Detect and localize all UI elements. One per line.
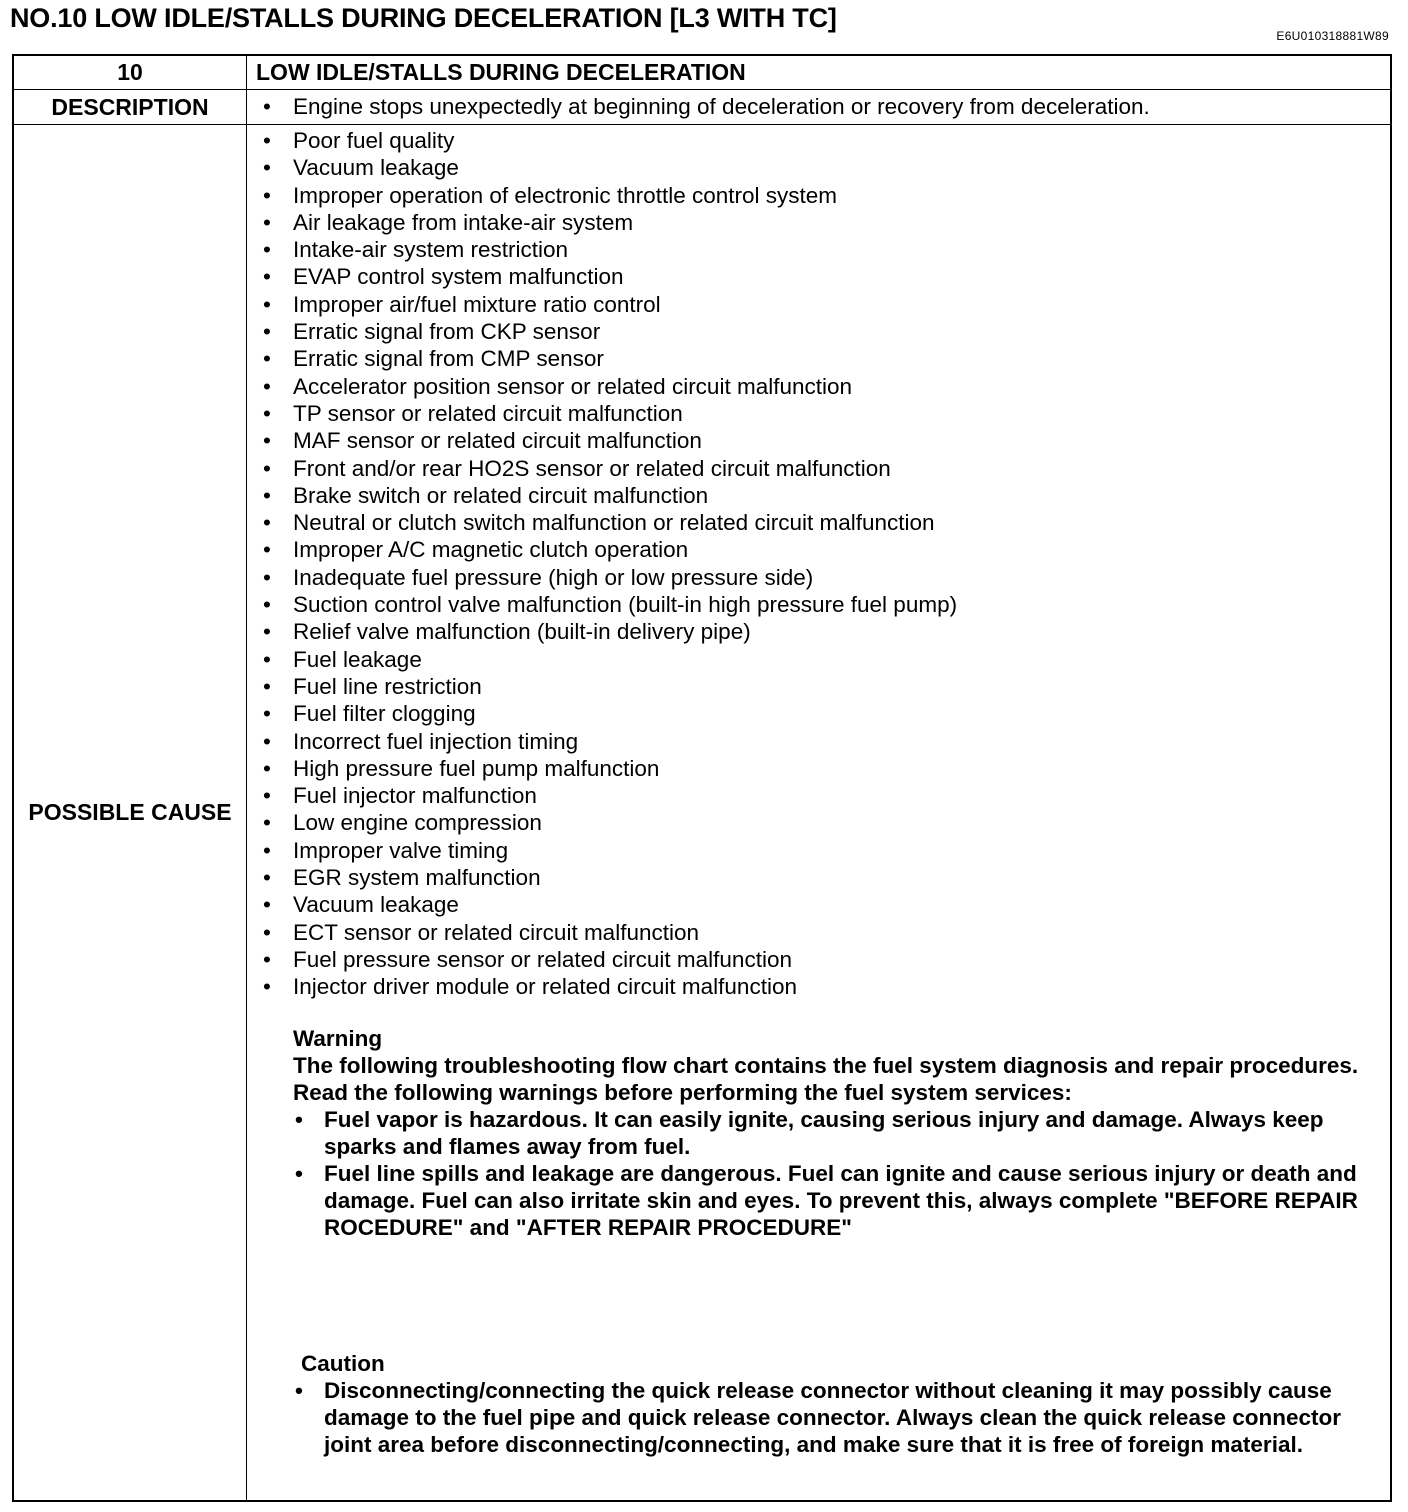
warning-heading: Warning (293, 1026, 383, 1051)
cause-item (247, 891, 957, 918)
cause-item (247, 564, 957, 591)
caution-list (293, 1377, 1393, 1458)
bullet-icon: • (263, 482, 271, 508)
bullet-icon: • (263, 128, 271, 153)
cause-item (247, 455, 957, 482)
cause-item (247, 946, 957, 973)
cause-item (247, 618, 957, 645)
cause-item (247, 782, 957, 809)
table-row-number (14, 56, 1390, 90)
cause-item (247, 536, 957, 563)
cause-item (247, 700, 957, 727)
cause-item (247, 427, 957, 454)
description-item (247, 94, 1150, 120)
bullet-icon: • (263, 94, 271, 119)
cause-item-text: EVAP control system malfunction (293, 264, 624, 290)
cause-item-text: Erratic signal from CKP sensor (293, 319, 601, 345)
bullet-icon: • (295, 1161, 303, 1186)
warning-block (293, 1025, 1373, 1241)
bullet-icon: • (263, 510, 271, 536)
bullet-icon: • (263, 810, 271, 836)
cause-item (247, 291, 957, 318)
warning-item (293, 1106, 1373, 1160)
table-row-possible-cause (14, 125, 1390, 1500)
warning-intro: The following troubleshooting flow chart contains the fuel system diagnosis and repair procedures. Read the following warnings before performing the fuel system services: (293, 1053, 1359, 1105)
cause-item-text: Improper valve timing (293, 837, 509, 863)
bullet-icon: • (263, 755, 271, 781)
bullet-icon: • (263, 837, 271, 863)
warning-list (293, 1106, 1373, 1241)
description-text: Engine stops unexpectedly at beginning of deceleration or recovery from deceleration. (293, 94, 1150, 119)
cause-item-text: ECT sensor or related circuit malfunction (293, 919, 699, 945)
cause-item-text: Improper operation of electronic throttle control system (293, 182, 837, 208)
cause-item-text: Injector driver module or related circuit malfunction (293, 974, 797, 1000)
bullet-icon: • (263, 455, 271, 481)
cause-item (247, 591, 957, 618)
cause-item (247, 919, 957, 946)
cause-item-text: Air leakage from intake-air system (293, 209, 634, 235)
page-title: NO.10 LOW IDLE/STALLS DURING DECELERATION [L3 WITH TC] (10, 3, 837, 33)
bullet-icon: • (263, 319, 271, 345)
cause-item (247, 809, 957, 836)
cause-item-text: Inadequate fuel pressure (high or low pressure side) (293, 564, 814, 590)
bullet-icon: • (263, 619, 271, 645)
cause-item-text: Fuel injector malfunction (293, 783, 537, 809)
bullet-icon: • (263, 946, 271, 972)
cause-item (247, 373, 957, 400)
bullet-icon: • (263, 592, 271, 618)
cause-item (247, 345, 957, 372)
bullet-icon: • (263, 346, 271, 372)
cause-item-text: TP sensor or related circuit malfunction (293, 400, 683, 426)
cause-item-text: Fuel leakage (293, 646, 422, 672)
caution-item-text: Disconnecting/connecting the quick release connector without cleaning it may possibly cause damage to the fuel pipe and quick release connector. Always clean the quick release connector joint area before disconnecting/connecting, and make sure that it is free of foreign material. (324, 1378, 1342, 1457)
warning-item-text: Fuel line spills and leakage are dangerous. Fuel can ignite and cause serious injury or death and damage. Fuel can also irritate skin and eyes. To prevent this, always complete "BEFORE REPAIR ROCEDURE" and "AFTER REPAIR PROCEDURE" (324, 1161, 1358, 1240)
bullet-icon: • (263, 237, 271, 263)
cause-item-text: Relief valve malfunction (built-in delivery pipe) (293, 619, 751, 645)
bullet-icon: • (263, 673, 271, 699)
bullet-icon: • (263, 865, 271, 891)
cause-item-text: EGR system malfunction (293, 865, 541, 891)
cause-item-text: Suction control valve malfunction (built-in high pressure fuel pump) (293, 592, 958, 618)
row-number-label: 10 (14, 56, 247, 89)
cause-item-text: Neutral or clutch switch malfunction or related circuit malfunction (293, 510, 935, 536)
cause-item (247, 728, 957, 755)
cause-item-text: MAF sensor or related circuit malfunction (293, 428, 702, 454)
cause-item (247, 263, 957, 290)
cause-item-text: Low engine compression (293, 810, 542, 836)
bullet-icon: • (263, 291, 271, 317)
caution-block (293, 1350, 1393, 1458)
possible-cause-label: POSSIBLE CAUSE (14, 125, 247, 1500)
bullet-icon: • (263, 783, 271, 809)
caution-heading: Caution (301, 1351, 385, 1376)
cause-item-text: Fuel line restriction (293, 673, 482, 699)
cause-item (247, 209, 957, 236)
cause-item (247, 673, 957, 700)
bullet-icon: • (263, 428, 271, 454)
cause-item (247, 482, 957, 509)
cause-item-text: Improper A/C magnetic clutch operation (293, 537, 689, 563)
cause-item (247, 755, 957, 782)
cause-item (247, 182, 957, 209)
bullet-icon: • (263, 537, 271, 563)
cause-item-text: Vacuum leakage (293, 892, 459, 918)
possible-cause-list (247, 127, 957, 1001)
cause-item-text: Fuel filter clogging (293, 701, 476, 727)
warning-item-text: Fuel vapor is hazardous. It can easily ignite, causing serious injury and damage. Always keep sparks and flames away from fuel. (324, 1107, 1324, 1159)
cause-item (247, 509, 957, 536)
cause-item-text: Fuel pressure sensor or related circuit malfunction (293, 946, 792, 972)
cause-item (247, 318, 957, 345)
cause-item (247, 236, 957, 263)
diagnosis-table (12, 54, 1392, 1502)
cause-item-text: Incorrect fuel injection timing (293, 728, 579, 754)
cause-item (247, 837, 957, 864)
bullet-icon: • (263, 264, 271, 290)
bullet-icon: • (263, 182, 271, 208)
cause-item (247, 973, 957, 1000)
bullet-icon: • (263, 564, 271, 590)
cause-item-text: Front and/or rear HO2S sensor or related circuit malfunction (293, 455, 891, 481)
document-code: E6U010318881W89 (1276, 29, 1389, 43)
cause-item (247, 154, 957, 181)
bullet-icon: • (295, 1378, 303, 1403)
cause-item (247, 646, 957, 673)
bullet-icon: • (263, 701, 271, 727)
warning-item (293, 1160, 1373, 1241)
bullet-icon: • (263, 155, 271, 181)
bullet-icon: • (263, 892, 271, 918)
cause-item-text: High pressure fuel pump malfunction (293, 755, 660, 781)
bullet-icon: • (263, 974, 271, 1000)
cause-item-text: Poor fuel quality (293, 128, 455, 153)
bullet-icon: • (263, 400, 271, 426)
bullet-icon: • (263, 919, 271, 945)
caution-item (293, 1377, 1393, 1458)
bullet-icon: • (295, 1107, 303, 1132)
bullet-icon: • (263, 373, 271, 399)
table-row-description (14, 90, 1390, 125)
cause-item (247, 127, 957, 154)
cause-item-text: Erratic signal from CMP sensor (293, 346, 604, 372)
row-number-value: LOW IDLE/STALLS DURING DECELERATION (256, 59, 746, 85)
cause-item-text: Brake switch or related circuit malfunction (293, 482, 709, 508)
cause-item (247, 864, 957, 891)
cause-item-text: Intake-air system restriction (293, 237, 569, 263)
cause-item-text: Improper air/fuel mixture ratio control (293, 291, 661, 317)
bullet-icon: • (263, 646, 271, 672)
bullet-icon: • (263, 209, 271, 235)
cause-item (247, 400, 957, 427)
bullet-icon: • (263, 728, 271, 754)
cause-item-text: Vacuum leakage (293, 155, 459, 181)
description-label: DESCRIPTION (14, 90, 247, 124)
cause-item-text: Accelerator position sensor or related circuit malfunction (293, 373, 853, 399)
